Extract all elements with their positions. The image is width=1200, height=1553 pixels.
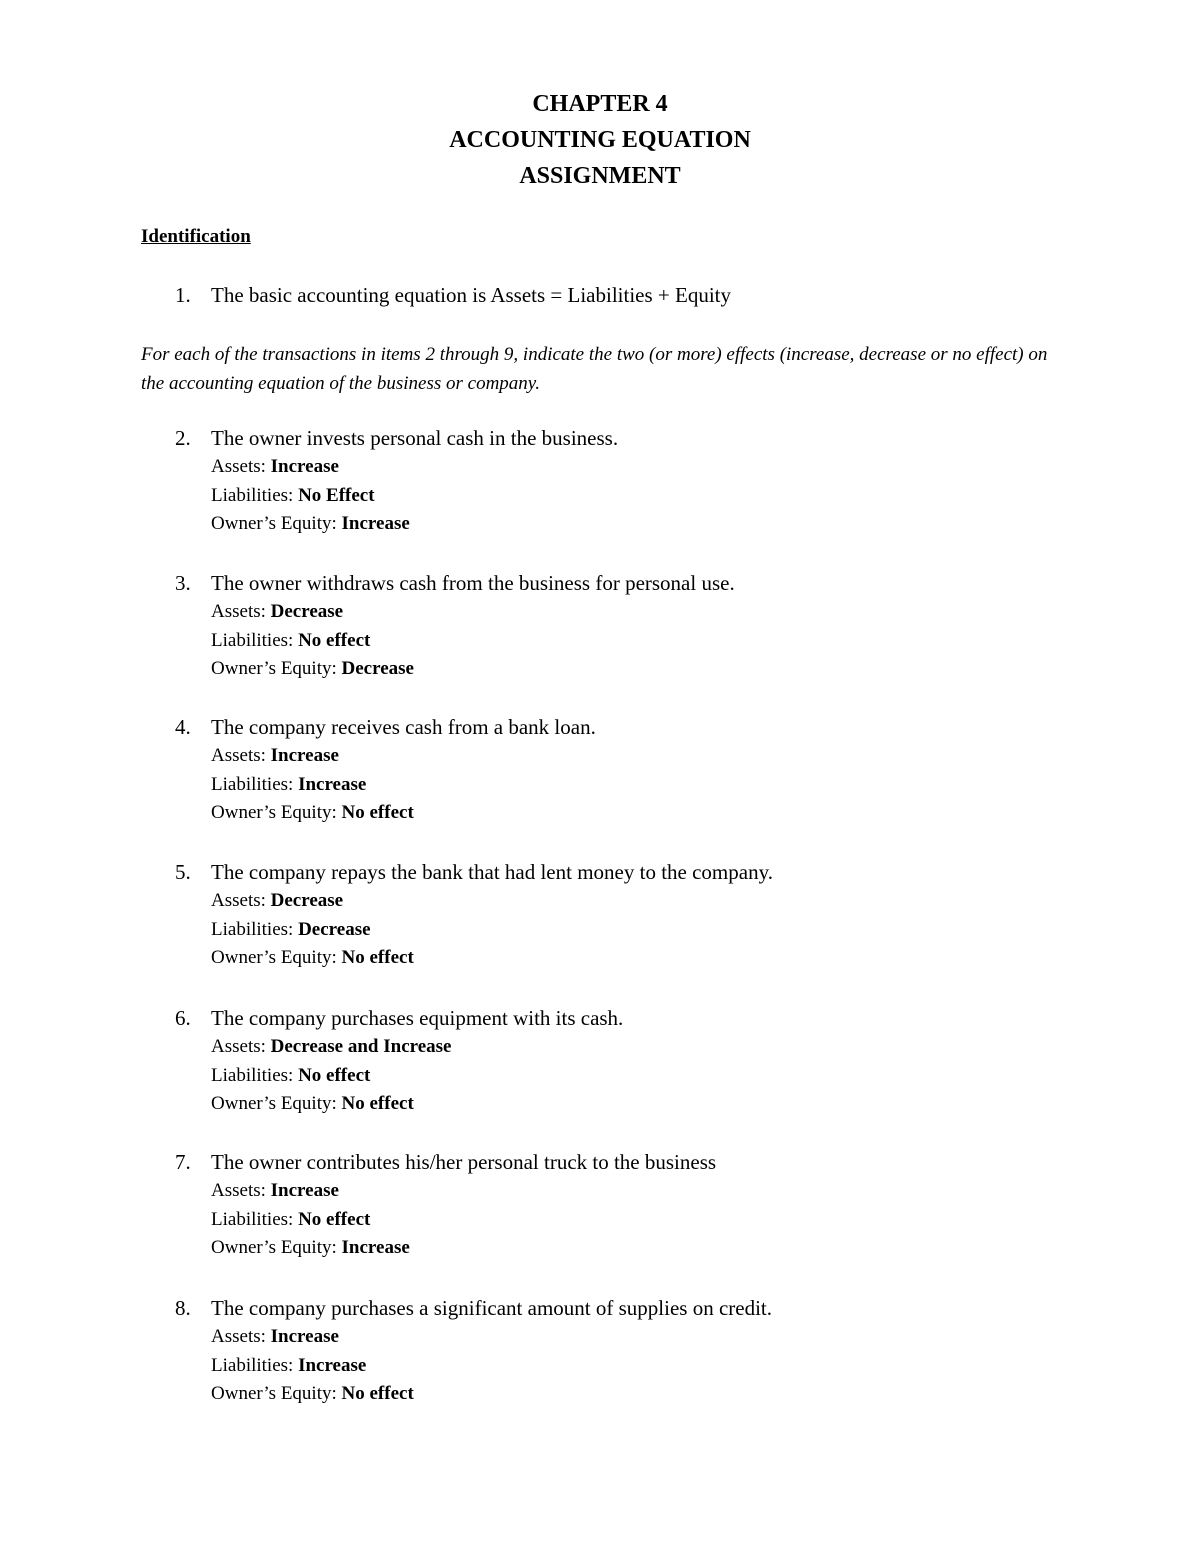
- liabilities-answer: Liabilities: Increase: [211, 773, 367, 795]
- instructions: For each of the transactions in items 2 through 9, indicate the two (or more) effects (increase, decrease or no effect) on the accounting equation of the business or company.: [141, 344, 1048, 394]
- item-number: 8.: [175, 1296, 191, 1320]
- item-number: 5.: [175, 860, 191, 884]
- question-text: The company repays the bank that had lent money to the company.: [211, 860, 773, 884]
- chapter-title: CHAPTER 4: [532, 91, 668, 117]
- question-item: [175, 1294, 1075, 1409]
- liabilities-answer: Liabilities: No effect: [211, 1208, 371, 1230]
- assets-answer: Assets: Decrease and Increase: [211, 1036, 452, 1057]
- liabilities-answer: Liabilities: No effect: [211, 629, 371, 651]
- item-1: [175, 281, 731, 309]
- item-number: 6.: [175, 1006, 191, 1030]
- assignment-title: ASSIGNMENT: [519, 163, 681, 189]
- liabilities-answer: Liabilities: No Effect: [211, 484, 375, 506]
- question-item: [175, 858, 1075, 973]
- equity-answer: Owner’s Equity: Decrease: [211, 658, 414, 679]
- item-number: 7.: [175, 1150, 191, 1174]
- assets-answer: Assets: Decrease: [211, 890, 344, 911]
- equity-answer: Owner’s Equity: No effect: [211, 802, 414, 823]
- question-item: [175, 1148, 1075, 1263]
- liabilities-answer: Liabilities: Increase: [211, 1354, 367, 1376]
- question-text: The company purchases a significant amount of supplies on credit.: [211, 1296, 773, 1320]
- topic-title: ACCOUNTING EQUATION: [449, 127, 751, 153]
- equity-answer: Owner’s Equity: No effect: [211, 1383, 414, 1404]
- equity-answer: Owner’s Equity: No effect: [211, 947, 414, 968]
- item-number: 4.: [175, 715, 191, 739]
- assets-answer: Assets: Decrease: [211, 601, 344, 622]
- question-text: The owner contributes his/her personal truck to the business: [211, 1150, 717, 1174]
- equity-answer: Owner’s Equity: Increase: [211, 513, 410, 534]
- document-title: [0, 86, 1200, 194]
- liabilities-answer: Liabilities: Decrease: [211, 918, 371, 940]
- assets-answer: Assets: Increase: [211, 1326, 339, 1347]
- liabilities-answer: Liabilities: No effect: [211, 1064, 371, 1086]
- question-text: The company receives cash from a bank loan.: [211, 715, 596, 739]
- question-item: [175, 1004, 1075, 1119]
- question-text: The owner withdraws cash from the business for personal use.: [211, 571, 735, 595]
- question-item: [175, 713, 1075, 828]
- question-text: The company purchases equipment with its cash.: [211, 1006, 624, 1030]
- assets-answer: Assets: Increase: [211, 1180, 339, 1201]
- item-number: 2.: [175, 426, 191, 450]
- assets-answer: Assets: Increase: [211, 456, 339, 477]
- item-number: 1.: [175, 283, 191, 307]
- section-heading: Identification: [141, 226, 251, 247]
- question-item: [175, 569, 1075, 684]
- equity-answer: Owner’s Equity: Increase: [211, 1237, 410, 1258]
- question-item: [175, 424, 1075, 539]
- item-number: 3.: [175, 571, 191, 595]
- assets-answer: Assets: Increase: [211, 745, 339, 766]
- equity-answer: Owner’s Equity: No effect: [211, 1093, 414, 1114]
- item-text: The basic accounting equation is Assets = Liabilities + Equity: [211, 283, 732, 307]
- question-text: The owner invests personal cash in the business.: [211, 426, 619, 450]
